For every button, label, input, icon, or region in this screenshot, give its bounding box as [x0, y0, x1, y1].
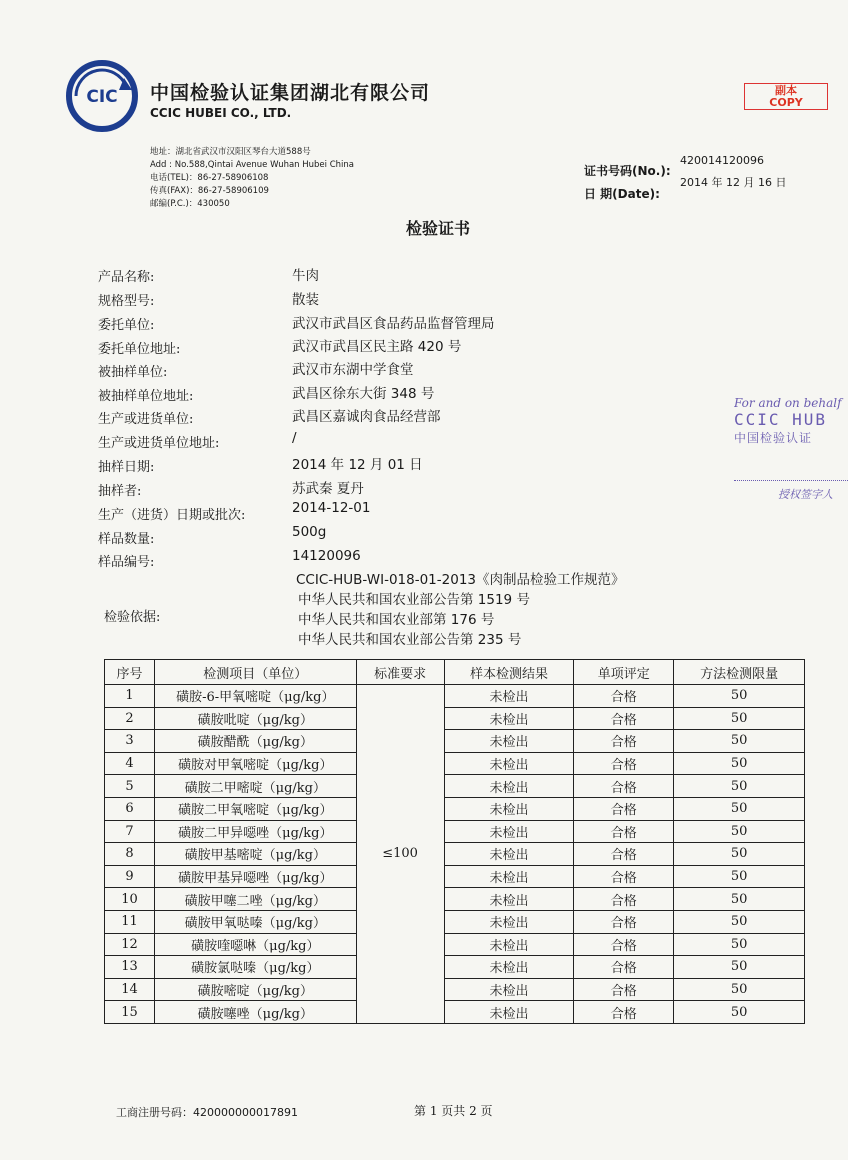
field-label: 样品数量: — [98, 532, 155, 547]
row-result: 未检出 — [444, 910, 574, 933]
row-limit: 50 — [674, 707, 805, 730]
table-row — [105, 730, 805, 753]
row-item: 磺胺喹噁啉（μg/kg） — [154, 933, 356, 956]
stamp-line: CCIC HUB — [734, 410, 828, 429]
stamp-line: 授权签字人 — [778, 488, 833, 501]
field-label: 生产或进货单位地址: — [98, 436, 220, 451]
row-eval: 合格 — [574, 730, 674, 753]
row-eval: 合格 — [574, 956, 674, 979]
row-result: 未检出 — [444, 820, 574, 843]
row-result: 未检出 — [444, 1001, 574, 1024]
stamp-line: 中国检验认证 — [734, 431, 813, 445]
row-limit: 50 — [674, 888, 805, 911]
table-row — [105, 910, 805, 933]
copy-stamp-cn: 副本 — [775, 84, 797, 97]
table-row — [105, 752, 805, 775]
row-item: 磺胺甲氧哒嗪（μg/kg） — [154, 910, 356, 933]
row-limit: 50 — [674, 752, 805, 775]
field-value: / — [292, 430, 297, 446]
row-eval: 合格 — [574, 978, 674, 1001]
results-table — [104, 659, 805, 1024]
row-limit: 50 — [674, 933, 805, 956]
row-result: 未检出 — [444, 956, 574, 979]
field-value: 武汉市武昌区食品药品监督管理局 — [292, 316, 495, 332]
row-result: 未检出 — [444, 707, 574, 730]
row-item: 磺胺二甲嘧啶（μg/kg） — [154, 775, 356, 798]
row-result: 未检出 — [444, 752, 574, 775]
row-limit: 50 — [674, 843, 805, 866]
page-indicator: 第 1 页共 2 页 — [414, 1104, 493, 1118]
row-item: 磺胺甲基嘧啶（μg/kg） — [154, 843, 356, 866]
row-no: 7 — [105, 820, 155, 843]
header-cell: 方法检测限量 — [674, 660, 805, 685]
row-item: 磺胺氯哒嗪（μg/kg） — [154, 956, 356, 979]
table-row — [105, 797, 805, 820]
header-cell: 样本检测结果 — [444, 660, 574, 685]
field-value: 500g — [292, 524, 327, 540]
address-line: 地址：湖北省武汉市汉阳区琴台大道588号 — [150, 147, 311, 157]
row-limit: 50 — [674, 775, 805, 798]
field-label: 被抽样单位: — [98, 365, 168, 380]
table-header-row — [105, 660, 805, 685]
row-result: 未检出 — [444, 865, 574, 888]
row-limit: 50 — [674, 685, 805, 708]
row-result: 未检出 — [444, 797, 574, 820]
field-value: 14120096 — [292, 548, 361, 564]
table-row — [105, 888, 805, 911]
row-no: 5 — [105, 775, 155, 798]
row-eval: 合格 — [574, 1001, 674, 1024]
row-limit: 50 — [674, 865, 805, 888]
field-value: 2014-12-01 — [292, 500, 371, 516]
standard-cell: ≤100 — [356, 685, 444, 1024]
row-result: 未检出 — [444, 978, 574, 1001]
stamp-line: For and on behalf — [734, 396, 842, 410]
row-limit: 50 — [674, 910, 805, 933]
table-row — [105, 820, 805, 843]
logo-text: CIC — [86, 87, 118, 107]
table-row — [105, 978, 805, 1001]
address-line: 传真(FAX)：86-27-58906109 — [150, 186, 269, 196]
table-row — [105, 956, 805, 979]
row-eval: 合格 — [574, 933, 674, 956]
ccic-logo — [66, 60, 138, 132]
row-eval: 合格 — [574, 888, 674, 911]
row-no: 14 — [105, 978, 155, 1001]
cert-no-label: 证书号码(No.): — [584, 164, 671, 178]
header-cell: 单项评定 — [574, 660, 674, 685]
field-value: 苏武秦 夏丹 — [292, 481, 364, 497]
row-no: 1 — [105, 685, 155, 708]
row-no: 9 — [105, 865, 155, 888]
field-label: 被抽样单位地址: — [98, 389, 194, 404]
row-no: 10 — [105, 888, 155, 911]
field-label: 规格型号: — [98, 294, 155, 309]
row-item: 磺胺甲基异噁唑（μg/kg） — [154, 865, 356, 888]
field-label: 委托单位地址: — [98, 342, 181, 357]
row-no: 2 — [105, 707, 155, 730]
header-cell: 标准要求 — [356, 660, 444, 685]
cert-labels — [584, 160, 671, 206]
authorization-stamp — [734, 396, 848, 506]
table-row — [105, 707, 805, 730]
row-eval: 合格 — [574, 843, 674, 866]
cert-no-value: 420014120096 — [680, 154, 764, 167]
signature-line — [734, 480, 848, 481]
row-no: 3 — [105, 730, 155, 753]
field-label: 生产或进货单位: — [98, 412, 194, 427]
cert-values — [680, 150, 786, 194]
basis-label: 检验依据: — [104, 610, 161, 625]
row-eval: 合格 — [574, 910, 674, 933]
row-limit: 50 — [674, 978, 805, 1001]
basis-line: 中华人民共和国农业部公告第 1519 号 — [298, 592, 530, 608]
company-address-block — [150, 146, 354, 211]
field-label: 产品名称: — [98, 270, 155, 285]
row-eval: 合格 — [574, 797, 674, 820]
row-limit: 50 — [674, 820, 805, 843]
row-eval: 合格 — [574, 707, 674, 730]
row-result: 未检出 — [444, 685, 574, 708]
date-value: 2014 年 12 月 16 日 — [680, 176, 787, 189]
row-item: 磺胺对甲氧嘧啶（μg/kg） — [154, 752, 356, 775]
row-eval: 合格 — [574, 775, 674, 798]
row-no: 15 — [105, 1001, 155, 1024]
table-row — [105, 843, 805, 866]
row-result: 未检出 — [444, 933, 574, 956]
row-no: 4 — [105, 752, 155, 775]
date-label: 日 期(Date): — [584, 187, 660, 201]
row-eval: 合格 — [574, 685, 674, 708]
table-row — [105, 775, 805, 798]
field-value: 散装 — [292, 292, 319, 308]
field-value: 武昌区徐东大街 348 号 — [292, 386, 435, 402]
company-name-cn: 中国检验认证集团湖北有限公司 — [150, 82, 431, 104]
field-value: 牛肉 — [292, 268, 319, 284]
field-value: 武汉市武昌区民主路 420 号 — [292, 339, 462, 355]
row-eval: 合格 — [574, 820, 674, 843]
registration-number: 工商注册号码：420000000017891 — [116, 1106, 298, 1119]
row-item: 磺胺二甲氧嘧啶（μg/kg） — [154, 797, 356, 820]
basis-line: CCIC-HUB-WI-018-01-2013《肉制品检验工作规范》 — [296, 572, 625, 588]
table-row — [105, 865, 805, 888]
table-row — [105, 685, 805, 708]
field-label: 抽样者: — [98, 484, 142, 499]
copy-stamp-en: COPY — [769, 96, 803, 109]
field-label: 生产（进货）日期或批次: — [98, 508, 246, 523]
row-no: 13 — [105, 956, 155, 979]
row-limit: 50 — [674, 956, 805, 979]
row-no: 6 — [105, 797, 155, 820]
row-eval: 合格 — [574, 865, 674, 888]
table-row — [105, 933, 805, 956]
copy-stamp — [744, 83, 828, 110]
table-row — [105, 1001, 805, 1024]
field-value: 武汉市东湖中学食堂 — [292, 362, 414, 378]
row-item: 磺胺醋酰（μg/kg） — [154, 730, 356, 753]
row-no: 11 — [105, 910, 155, 933]
basis-line: 中华人民共和国农业部第 176 号 — [298, 612, 495, 628]
row-item: 磺胺嘧啶（μg/kg） — [154, 978, 356, 1001]
address-line: 电话(TEL)：86-27-58906108 — [150, 173, 269, 183]
company-name-en: CCIC HUBEI CO., LTD. — [150, 106, 292, 120]
row-limit: 50 — [674, 730, 805, 753]
field-label: 委托单位: — [98, 318, 155, 333]
row-result: 未检出 — [444, 843, 574, 866]
row-result: 未检出 — [444, 888, 574, 911]
row-item: 磺胺吡啶（μg/kg） — [154, 707, 356, 730]
row-no: 12 — [105, 933, 155, 956]
field-value: 2014 年 12 月 01 日 — [292, 457, 423, 473]
field-label: 抽样日期: — [98, 460, 155, 475]
basis-line: 中华人民共和国农业部公告第 235 号 — [298, 632, 522, 648]
document-title: 检验证书 — [405, 219, 470, 238]
row-item: 磺胺甲噻二唑（μg/kg） — [154, 888, 356, 911]
row-result: 未检出 — [444, 775, 574, 798]
row-item: 磺胺噻唑（μg/kg） — [154, 1001, 356, 1024]
row-limit: 50 — [674, 1001, 805, 1024]
field-label: 样品编号: — [98, 555, 155, 570]
row-item: 磺胺二甲异噁唑（μg/kg） — [154, 820, 356, 843]
address-line: Add : No.588,Qintai Avenue Wuhan Hubei China — [150, 160, 355, 170]
row-limit: 50 — [674, 797, 805, 820]
header-cell: 检测项目（单位） — [154, 660, 356, 685]
row-item: 磺胺-6-甲氧嘧啶（μg/kg） — [154, 685, 356, 708]
address-line: 邮编(P.C.)：430050 — [150, 199, 230, 209]
field-value: 武昌区嘉诚肉食品经营部 — [292, 409, 441, 425]
row-eval: 合格 — [574, 752, 674, 775]
header-cell: 序号 — [105, 660, 155, 685]
row-no: 8 — [105, 843, 155, 866]
row-result: 未检出 — [444, 730, 574, 753]
